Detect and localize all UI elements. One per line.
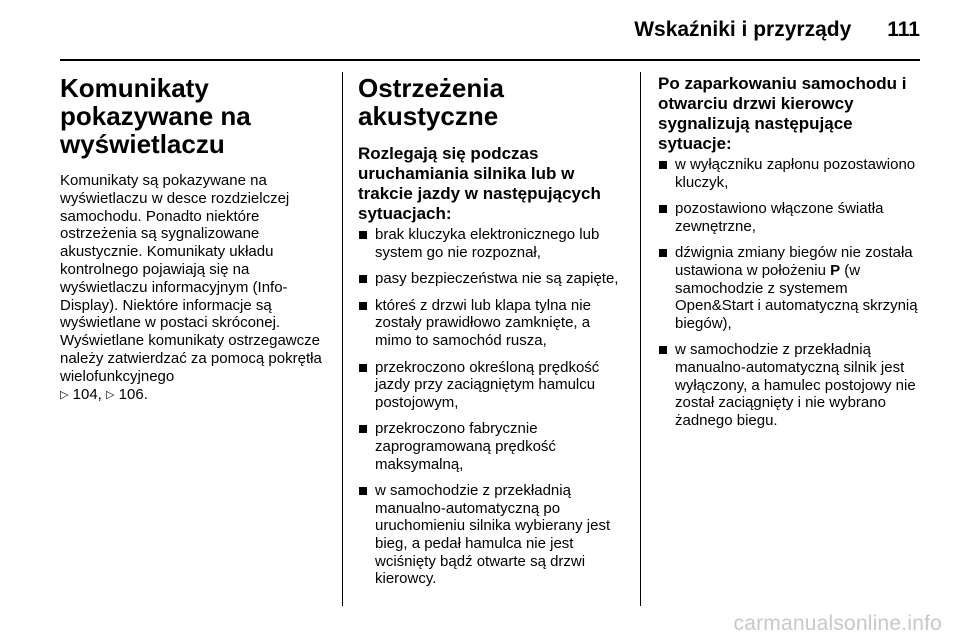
list-item [358, 482, 628, 588]
page-number: 111 [887, 18, 920, 41]
list-item-text: dźwignia zmiany biegów nie została ustawiona w położeniu [675, 244, 913, 279]
bullet-square-icon [659, 161, 667, 169]
page-header [634, 18, 920, 42]
page-ref-1[interactable]: 104 [72, 385, 98, 403]
list-item-text: pozostawiono włączone światła zewnętrzne, [675, 200, 884, 235]
list-item-text: brak kluczyka elektronicznego lub system go nie rozpoznał, [375, 226, 600, 261]
gear-position-label: P [830, 261, 841, 279]
list-item-text: któreś z drzwi lub klapa tylna nie zostały prawidłowo zamknięte, a mimo to samochód rusza, [375, 296, 591, 349]
reference-arrow-icon: ▷ [60, 388, 69, 401]
page-ref-2[interactable]: 106 [118, 385, 144, 403]
acoustic-warnings-list [358, 226, 628, 588]
list-item-text: w wyłączniku zapłonu pozostawiono kluczyk, [675, 156, 916, 191]
bullet-square-icon [659, 249, 667, 257]
acoustic-warnings-subtitle: Rozlegają się podczas uruchamiania silnika lub w trakcie jazdy w następujących sytuacjach: [358, 144, 601, 223]
messages-body-text [60, 172, 332, 404]
column-divider-2 [640, 72, 641, 606]
bullet-square-icon [359, 487, 367, 495]
bullet-square-icon [359, 231, 367, 239]
list-item-text: pasy bezpieczeństwa nie są zapięte, [375, 270, 619, 288]
list-item [658, 244, 926, 332]
bullet-square-icon [659, 346, 667, 354]
parking-warnings-list [658, 156, 926, 429]
list-item [358, 226, 628, 261]
bullet-square-icon [659, 205, 667, 213]
list-item [358, 297, 628, 350]
list-item-text-cont: (w samochodzie z systemem Open&Start i automatyczną skrzynią biegów), [675, 261, 918, 332]
reference-arrow-icon: ▷ [106, 388, 115, 401]
ref-separator: , [97, 385, 107, 403]
column-1 [60, 74, 332, 404]
list-item-text: przekroczono określoną prędkość jazdy przy zaciągniętym hamulcu postojowym, [375, 358, 600, 411]
list-item-text: przekroczono fabrycznie zaprogramowaną prędkość maksymalną, [375, 420, 556, 473]
header-section-title: Wskaźniki i przyrządy [634, 18, 852, 41]
ref-end: . [143, 385, 148, 403]
list-item [658, 341, 926, 429]
list-item [358, 270, 628, 288]
section-title-messages: Komunikaty pokazywane na wyświetlaczu [60, 73, 251, 159]
header-rule [60, 59, 920, 61]
parking-warnings-subtitle: Po zaparkowaniu samochodu i otwarciu drzwi kierowcy sygnalizują następujące sytuacje: [658, 74, 907, 153]
list-item-text: w samochodzie z przekładnią manualno-automatyczną silnik jest wyłączony, a hamulec postojowy nie został zaciągnięty i nie wybrano żadnego biegu. [675, 341, 916, 429]
messages-body-content: Komunikaty są pokazywane na wyświetlaczu w desce rozdzielczej samochodu. Ponadto niektóre ostrzeżenia są sygnalizowane akustycznie. Komunikaty układu kontrolnego pojawiają się na wyświetlaczu informacyjnym (Info-Display). Niektóre informacje są wyświetlane w postaci skróconej. Wyświetlane komunikaty ostrzegawcze należy zatwierdzać za pomocą pokrętła wielofunkcyjnego [60, 172, 322, 385]
section-title-acoustic-warnings: Ostrzeżenia akustyczne [358, 73, 504, 131]
list-item [658, 200, 926, 235]
list-item [658, 156, 926, 191]
watermark-text: carmanualsonline.info [733, 612, 942, 635]
column-2 [358, 74, 628, 597]
column-divider-1 [342, 72, 343, 606]
bullet-square-icon [359, 425, 367, 433]
bullet-square-icon [359, 302, 367, 310]
list-item [358, 359, 628, 412]
list-item [358, 420, 628, 473]
bullet-square-icon [359, 275, 367, 283]
column-3 [658, 74, 926, 438]
list-item-text: w samochodzie z przekładnią manualno-automatyczną po uruchomieniu silnika wybierany jest bieg, a pedał hamulca nie jest wciśnięty bądź otwarte są drzwi kierowcy. [375, 482, 611, 588]
bullet-square-icon [359, 364, 367, 372]
